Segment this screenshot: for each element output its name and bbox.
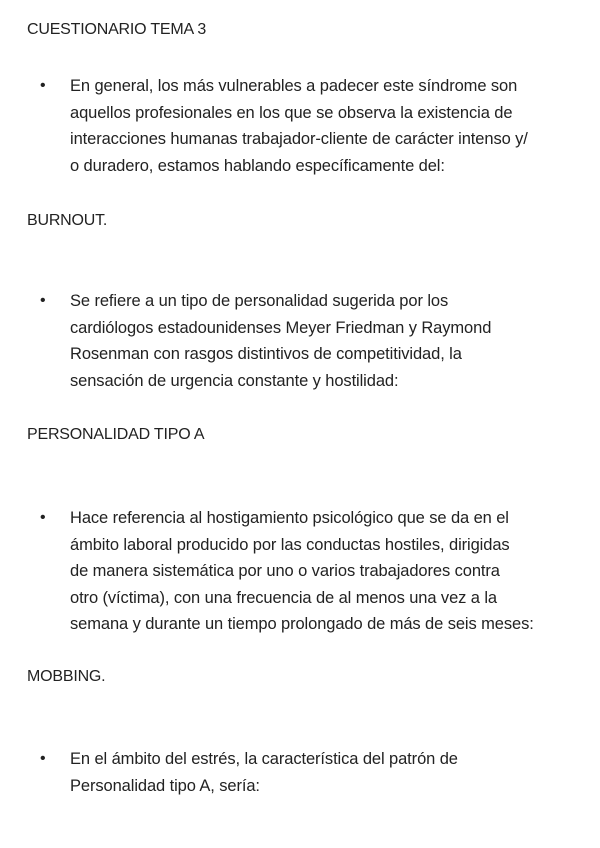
question-item-3 (40, 505, 580, 638)
answer-2: PERSONALIDAD TIPO A (27, 426, 205, 443)
question-item-4 (40, 746, 580, 799)
bullet-icon: • (40, 750, 46, 767)
question-item-2 (40, 288, 580, 394)
question-text-1: En general, los más vulnerables a padecer este síndrome son aquellos profesionales en los que se observa la existencia de interacciones humanas trabajador-cliente de carácter intenso y/ o duradero, estamos hablando específicamente del: (70, 77, 528, 175)
bullet-icon: • (40, 77, 46, 94)
bullet-icon: • (40, 509, 46, 526)
bullet-icon: • (40, 292, 46, 309)
question-text-2: Se refiere a un tipo de personalidad sugerida por los cardiólogos estadounidenses Meyer Friedman y Raymond Rosenman con rasgos distintivos de competitividad, la sensación de urgencia constante y hostilidad: (70, 292, 492, 390)
answer-3: MOBBING. (27, 668, 106, 685)
page-title: CUESTIONARIO TEMA 3 (27, 21, 207, 38)
question-item-1 (40, 73, 580, 179)
question-text-3: Hace referencia al hostigamiento psicológico que se da en el ámbito laboral producido por las conductas hostiles, dirigidas de manera sistemática por uno o varios trabajadores contra otro (víctima), con una frecuencia de al menos una vez a la semana y durante un tiempo prolongado de más de seis meses: (70, 509, 534, 633)
question-text-4: En el ámbito del estrés, la característica del patrón de Personalidad tipo A, sería: (70, 750, 458, 795)
answer-1: BURNOUT. (27, 212, 108, 229)
